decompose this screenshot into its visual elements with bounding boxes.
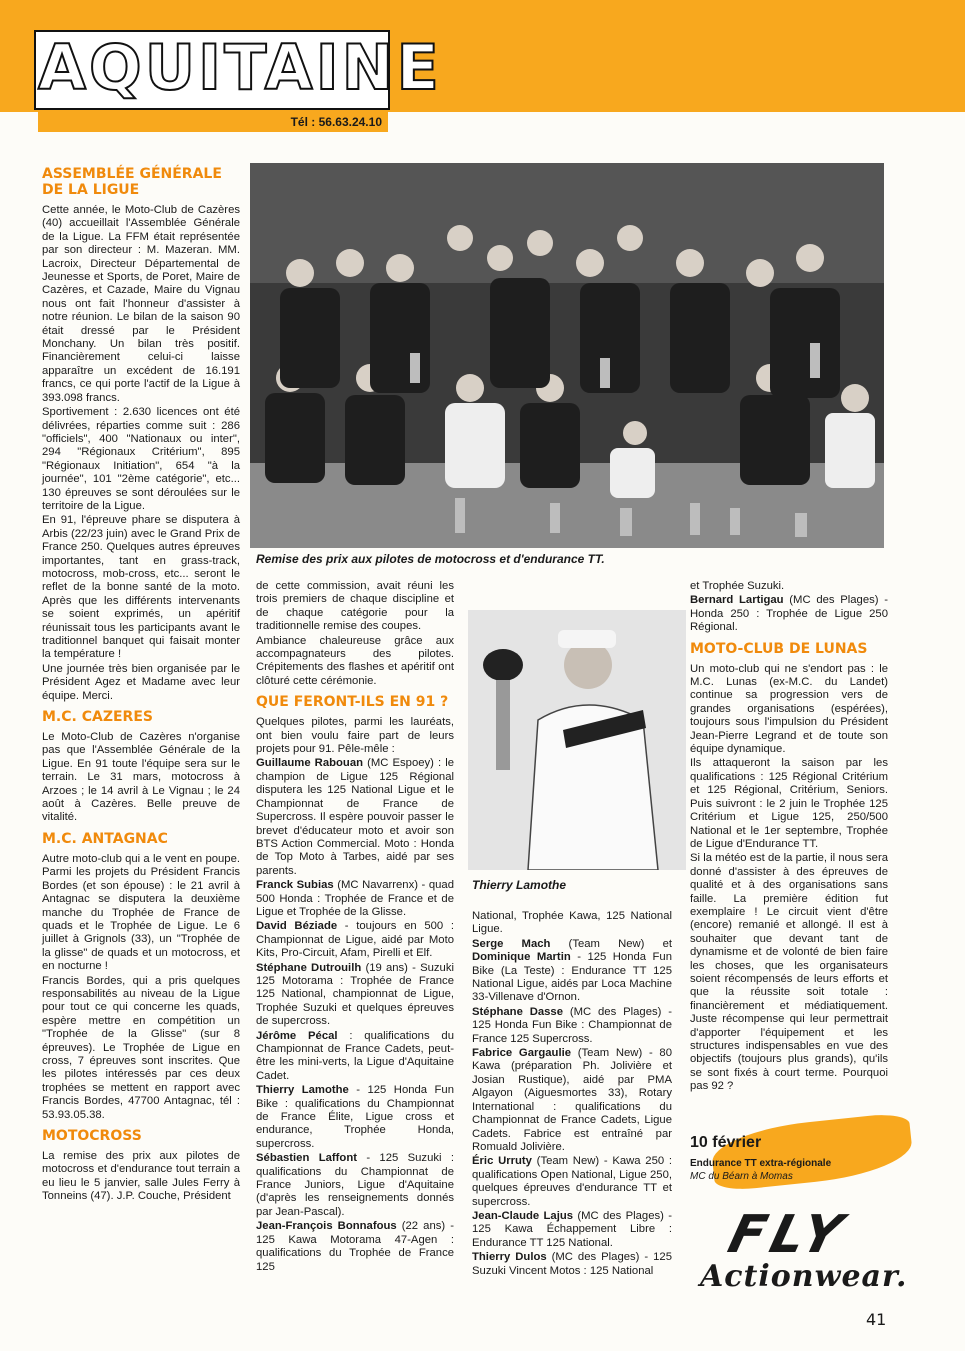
paragraph: Le Moto-Club de Cazères n'organise pas que l'Assemblée Générale de la Ligue. En 91 toute l'équipe sera sur le terrain. Le 31 mars, motocross à Arzoes ; le 14 avril à Le Vignau ; le 24 août à Cazères. Belle preuve de vitalité.: [42, 731, 240, 824]
heading-lunas: MOTO-CLUB DE LUNAS: [690, 640, 868, 657]
event-ad: [682, 1118, 952, 1198]
paragraph: En 91, l'épreuve phare se disputera à Arbis (22/23 juin) avec le Grand Prix de France 250. Quelques autres épreuves importantes, tant en grass-track, motocross, mob-cross, etc... seront le reflet de la bonne santé de la moto. Après que les différents intervenants se soient exprimés, un apéritif réunissait tous les participants avant le traditionnel banquet qui faisait monter la température !: [42, 514, 240, 661]
entry: [472, 1155, 672, 1209]
person-name: Thierry Lamothe: [256, 1084, 349, 1097]
event-title: Endurance TT extra-régionale: [690, 1158, 832, 1169]
section-title: AQUITAINE: [38, 31, 442, 104]
person-name: Fabrice Gargaulie: [472, 1047, 572, 1060]
entry: [256, 962, 454, 1029]
entry: [472, 1210, 672, 1250]
person-name: Jean-Claude Lajus: [472, 1209, 574, 1222]
paragraph: Sportivement : 2.630 licences ont été délivrées, réparties comme suit : 286 "officiels", 400 "Nationaux ou inter", 294 "Régionaux Critérium", 895 "Régionaux Initiation", 654 "à la journée", 101 "2ème catégorie", etc... 130 épreuves se sont déroulées sur le territoire de la Ligue.: [42, 406, 240, 512]
entry-text: (Team New) - 80 Kawa (préparation Ph. Jolivière et Josian Rustique), aidé par PMA Algayon (Aiguesmortes 33), Rotary International : qualifications du Championnat de France Cadets, Ligue Cadets. Fabrice est entraîné par Romuald Jolivière.: [472, 1047, 672, 1153]
paragraph: Une journée très bien organisée par le Président Agez et Madame avec leur équipe. Merci.: [42, 662, 240, 702]
entry-text: - 125 Honda Fun Bike (La Teste) : Endurance TT 125 National Ligue, aidés par Loca Machine 33-Villenave d'Ornon.: [472, 951, 672, 1004]
phone-number: Tél : 56.63.24.10: [38, 112, 388, 132]
paragraph: et Trophée Suzuki.: [690, 580, 785, 592]
paragraph: Quelques pilotes, parmi les lauréats, ont bien voulu faire part de leurs projets pour 91. Pêle-mêle :: [256, 716, 454, 756]
paragraph: Cette année, le Moto-Club de Cazères (40) accueillait l'Assemblée Générale de la Ligue. La FFM était représentée par son directeur : M. Mazeran. MM. Lacroix, Directeur Départemental de Jeunesse et Sports, de Poret, Maire de Cazères, et Cazade, Maire du Vignau nous ont fait l'honneur d'assister à notre réunion. Le bilan de la saison 90 était dressé par le Président Monchany. Un bilan très positif. Financièrement celui-ci laisse apparaître un excédent de 16.191 francs, ce qui porte l'actif de la Ligue à 393.098 francs.: [42, 204, 240, 404]
paragraph: Un moto-club qui ne s'endort pas : le M.C. Lunas (ex-M.C. du Landet) continue sa progression vers de grandes organisations (espérées), toujours sous l'impulsion du Président Jean-Pierre Legrand et de toute son équipe dynamique.: [690, 662, 888, 756]
column-2: [256, 580, 454, 1275]
group-photo: [250, 163, 884, 548]
entry: [256, 920, 454, 960]
column-3: [472, 910, 672, 1279]
person-name: Stéphane Dutrouilh: [256, 961, 362, 974]
person-name: Bernard Lartigau: [690, 594, 784, 607]
fly-brand: FLY: [722, 1205, 854, 1265]
entry-text: - 125 Suzuki : qualifications du Championnat de France Juniors, Ligue d'Aquitaine (d'après les renseignements donnés par Jean-Pascal).: [256, 1152, 454, 1218]
entry: [472, 1047, 672, 1154]
entry: [256, 1220, 454, 1274]
paragraph: La remise des prix aux pilotes de motocross et d'endurance tout terrain a eu lieu le 5 janvier, salle Jules Ferry à Tonneins (47). J.P. Couche, Président: [42, 1150, 240, 1203]
entry-text: (MC des Plages) - 125 Honda Fun Bike : Championnat de France 125 Supercross.: [472, 1005, 673, 1045]
paragraph: Autre moto-club qui a le vent en poupe. Parmi les projets du Président Francis Bordes (et son épouse) : le 21 avril à Antagnac se disputera la deuxième manche du Trophée de France de quads et le Trophée de Ligue. Le 6 juillet à Grignols (33), un "Trophée de la glisse" de quads et un motocross, et en nocturne !: [42, 852, 240, 973]
show-through-ghost: [520, 40, 920, 110]
entry-text: : qualifications du Championnat de France Cadets, peut-être les mini-verts, la Ligue d'Aquitaine Cadet.: [256, 1029, 454, 1082]
person-name: Serge Mach: [472, 937, 551, 950]
entry-text: - toujours en 500 : Championnat de Ligue, aidé par Moto Kits, Pro-Circuit, Afam, Pirelli et Elf.: [256, 920, 454, 960]
entry: [472, 1251, 672, 1278]
paragraph: Ils attaqueront la saison par les qualifications : 125 Régional Critérium et 125 Régional, Critérium, Seniors. Puis suivront : le 2 juin le Trophée 125 Critérium et Ligue 125, 250/500 National et le 1er septembre, Trophée de Ligue d'Endurance TT.: [690, 757, 888, 850]
entry: [472, 1006, 672, 1046]
fly-tagline: Actionwear.: [700, 1259, 908, 1294]
entry-text: (MC des Plages) - 125 Suzuki Vincent Motos : 125 National: [472, 1251, 672, 1277]
entry-text: (MC Espoey) : le champion de Ligue 125 Régional disputera les 125 National Ligue et le Championnat de France de Supercross. Il espère pouvoir passer le brevet d'éducateur moto et avoir son BTS Action Commercial. Moto : Honda de Top Moto à Tarbes, aidé par ses parents.: [256, 757, 454, 877]
entry-text: (MC Navarrenx) - quad 500 Honda : Trophée de France et de Ligue et Trophée de la Glisse.: [256, 879, 454, 918]
entry-text: (Team New) - Kawa 250 : qualifications Open National, Ligue 250, quelques épreuves d'endurance TT et supercross.: [472, 1155, 672, 1208]
entry: [472, 938, 672, 1005]
entry: [256, 1030, 454, 1084]
entry: [256, 1152, 454, 1219]
entry: [256, 757, 454, 878]
entry-text: (19 ans) - Suzuki 125 Motorama : Trophée de France 125 National, championnat de Ligue, Trophée Suzuki et quelques épreuves de supercross.: [256, 961, 455, 1028]
heading-antagnac: M.C. ANTAGNAC: [42, 830, 168, 847]
person-name: Stéphane Dasse: [472, 1005, 563, 1018]
event-date: 10 février: [690, 1134, 762, 1151]
column-1: [42, 160, 240, 1205]
event-location: MC du Béarn à Momas: [690, 1171, 793, 1182]
person-name: Guillaume Rabouan: [256, 757, 364, 770]
person-name: Dominique Martin: [472, 951, 571, 964]
heading-cazeres: M.C. CAZERES: [42, 709, 153, 726]
entry: [256, 1084, 454, 1151]
paragraph: de cette commission, avait réuni les trois premiers de chaque discipline et de chaque catégorie pour la traditionnelle remise des coupes.: [256, 580, 454, 633]
person-name: Éric Urruty: [472, 1155, 532, 1168]
photo-caption-main: Remise des prix aux pilotes de motocross et d'endurance TT.: [256, 552, 605, 566]
person-name: David Béziade: [256, 920, 338, 933]
entry-text: (Team New) et: [550, 937, 672, 950]
entry: [256, 879, 454, 919]
photo-caption-rider: Thierry Lamothe: [472, 878, 567, 892]
paragraph: Francis Bordes, qui a pris quelques responsabilités au niveau de la Ligue pour tout ce qui concerne les quads, espère mettre en compétition un "Trophée de la Glisse" (sur 8 épreuves). Le Trophée de Ligue en cross, 7 épreuves sont inscrites. Que les pilotes intéressés par ces deux trophées se mettent en rapport avec Francis Bordes, 47700 Antagnac, tél : 53.93.05.38.: [42, 974, 240, 1121]
rider-photo: [468, 610, 686, 870]
entry-text: (22 ans) - 125 Kawa Motorama 47-Agen : qualifications du Trophée de France 125: [256, 1220, 454, 1273]
paragraph: Si la météo est de la partie, il nous sera donné d'assister à des épreuves de qualité et à des organisations sans faille. La première édition fut exemplaire ! Le circuit vient d'être (encore) remanié et allongé. Il est à souhaiter que devant tant de dynamisme et de volonté de bien faire les choses, que les organisateurs soient récompensés de leurs efforts et que la réussite soit totale : financièrement et médiatiquement. Juste récompense qui leur permettrait d'apporter l'équipement et les structures indispensables en vue des objectifs (toujours plus grands), qu'ils se sont fixés à court terme. Pourquoi pas 92 ?: [690, 852, 888, 1093]
entry-text: (MC des Plages) - 125 Kawa Échappement Libre : Endurance TT 125 National.: [472, 1209, 672, 1249]
page-number: 41: [866, 1310, 887, 1329]
entry-text: (MC des Plages) - Honda 250 : Trophée de Ligue 250 Régional.: [690, 594, 888, 634]
entry: [690, 594, 888, 634]
heading-motocross: MOTOCROSS: [42, 1128, 142, 1144]
person-name: Sébastien Laffont: [256, 1152, 357, 1165]
person-name: Franck Subias: [256, 879, 334, 892]
paragraph: Ambiance chaleureuse grâce aux accompagnateurs des pilotes. Crépitements des flashes et apéritif ont clôturé cette cérémonie.: [256, 634, 454, 687]
column-4: [690, 580, 888, 1095]
fly-logo: [690, 1205, 952, 1295]
person-name: Jérôme Pécal: [256, 1029, 338, 1042]
entry-text: - 125 Honda Fun Bike : qualifications du Championnat de France Élite, Ligue cross et endurance, Trophée Honda, supercross.: [256, 1084, 454, 1150]
heading-que-feront-ils: QUE FERONT-ILS EN 91 ?: [256, 694, 449, 711]
person-name: Jean-François Bonnafous: [256, 1220, 397, 1233]
heading-assemblee: ASSEMBLÉE GÉNÉRALE DE LA LIGUE: [42, 166, 222, 198]
person-name: Thierry Dulos: [472, 1251, 547, 1264]
paragraph: National, Trophée Kawa, 125 National Ligue.: [472, 910, 672, 936]
